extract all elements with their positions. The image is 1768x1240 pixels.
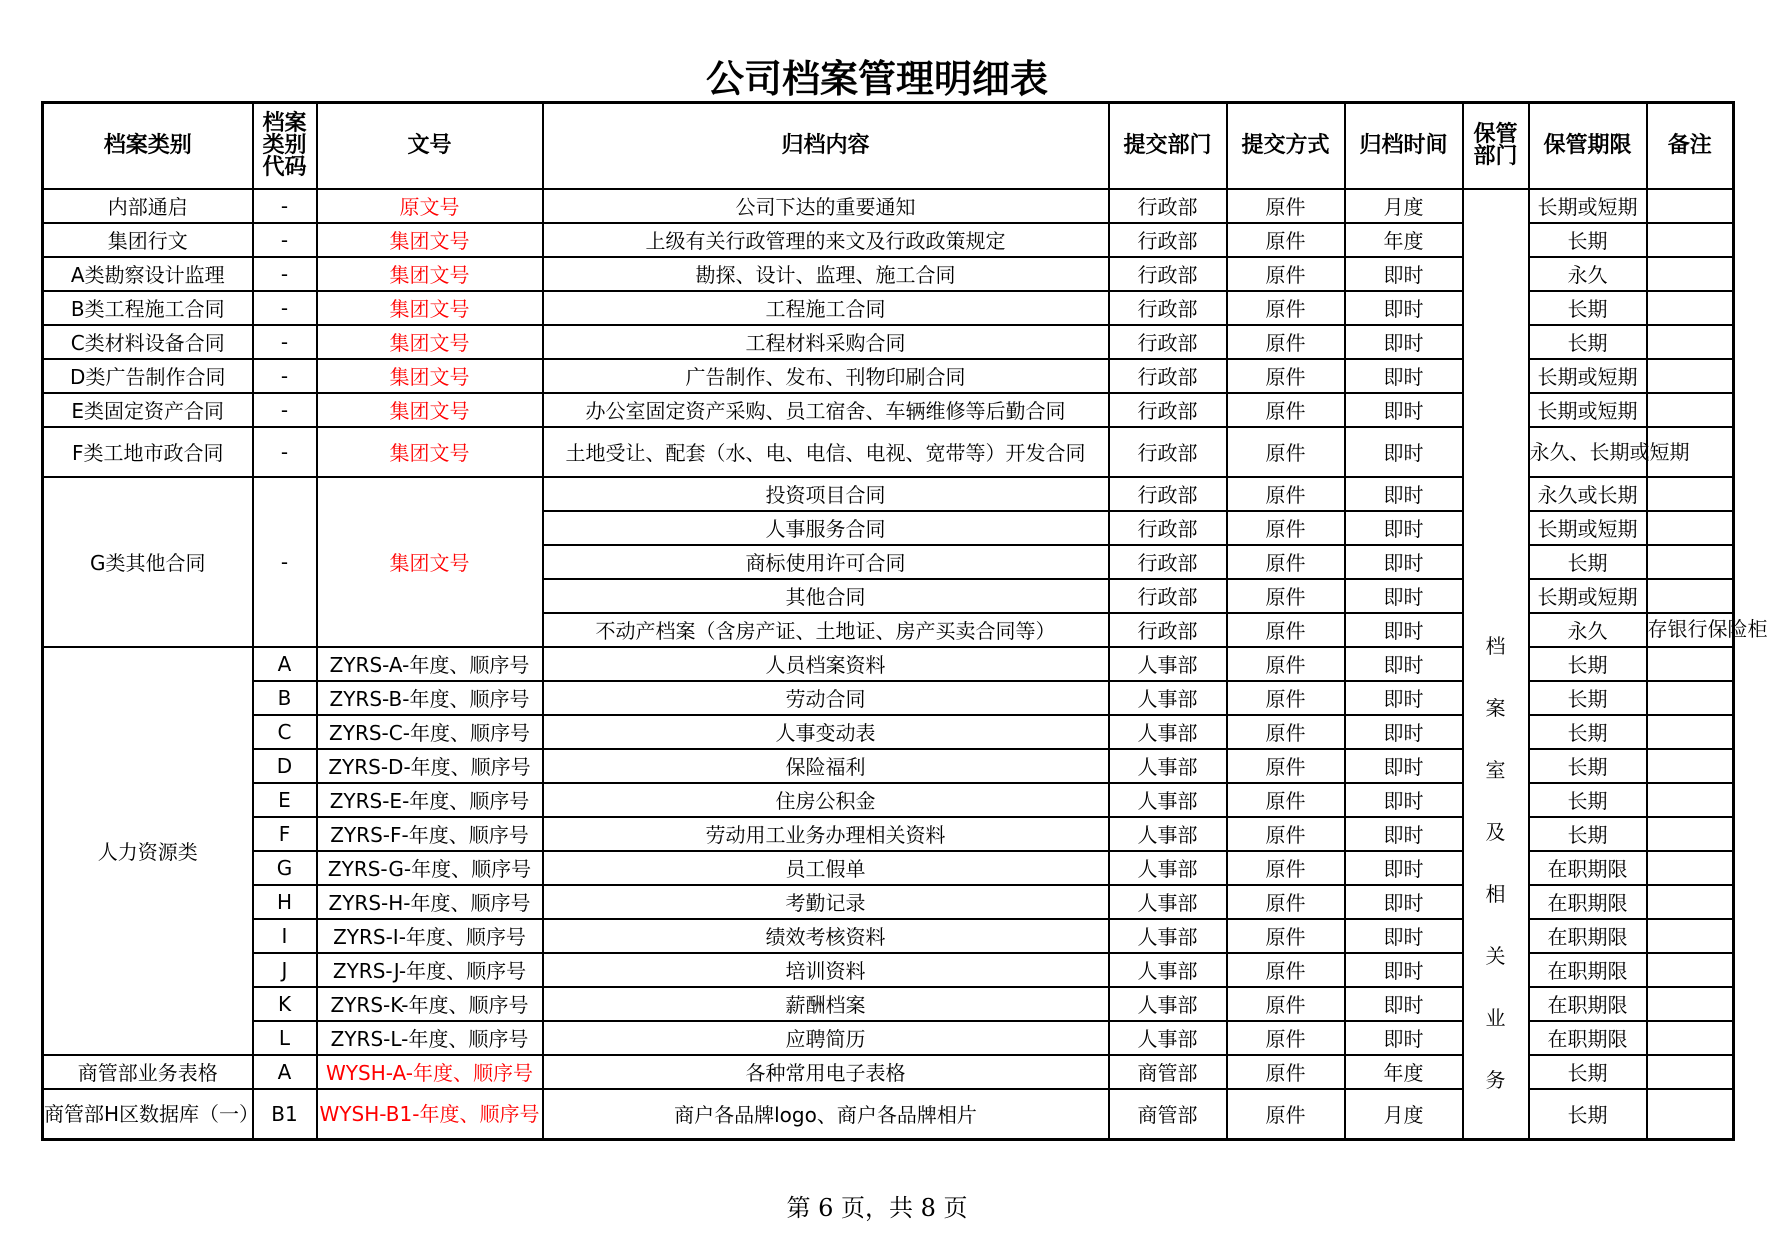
cell-doc-no: ZYRS-K-年度、顺序号 <box>317 987 543 1021</box>
cell-remark <box>1647 1055 1734 1089</box>
cell-content: 工程材料采购合同 <box>543 325 1109 359</box>
header-submit-method: 提交方式 <box>1227 103 1345 189</box>
cell-remark <box>1647 393 1734 427</box>
cell-time: 即时 <box>1345 291 1463 325</box>
cell-time: 即时 <box>1345 477 1463 511</box>
cell-method: 原件 <box>1227 783 1345 817</box>
cell-remark <box>1647 681 1734 715</box>
cell-method: 原件 <box>1227 953 1345 987</box>
cell-content: 劳动用工业务办理相关资料 <box>543 817 1109 851</box>
cell-category: 内部通启 <box>43 189 253 223</box>
cell-doc-no: 集团文号 <box>317 359 543 393</box>
cell-code: H <box>253 885 317 919</box>
page-footer: 第 6 页，共 8 页 <box>786 1194 968 1222</box>
cell-method: 原件 <box>1227 427 1345 477</box>
cell-content: 薪酬档案 <box>543 987 1109 1021</box>
table-row <box>43 189 1734 223</box>
cell-period: 长期 <box>1529 223 1647 257</box>
cell-category: C类材料设备合同 <box>43 325 253 359</box>
cell-remark <box>1647 885 1734 919</box>
cell-time: 年度 <box>1345 1055 1463 1089</box>
cell-period: 长期 <box>1529 647 1647 681</box>
cell-period: 长期 <box>1529 1089 1647 1140</box>
cell-code: E <box>253 783 317 817</box>
cell-method: 原件 <box>1227 579 1345 613</box>
cell-code: - <box>253 325 317 359</box>
header-submit-dept: 提交部门 <box>1109 103 1227 189</box>
header-keep-period: 保管期限 <box>1529 103 1647 189</box>
cell-content: 人员档案资料 <box>543 647 1109 681</box>
cell-method: 原件 <box>1227 257 1345 291</box>
cell-time: 即时 <box>1345 749 1463 783</box>
cell-remark <box>1647 647 1734 681</box>
cell-dept: 行政部 <box>1109 257 1227 291</box>
cell-time: 即时 <box>1345 817 1463 851</box>
cell-time: 即时 <box>1345 613 1463 647</box>
cell-dept: 行政部 <box>1109 223 1227 257</box>
cell-dept: 行政部 <box>1109 579 1227 613</box>
cell-dept: 行政部 <box>1109 545 1227 579</box>
cell-time: 即时 <box>1345 715 1463 749</box>
cell-content: 办公室固定资产采购、员工宿舍、车辆维修等后勤合同 <box>543 393 1109 427</box>
cell-code: A <box>253 647 317 681</box>
cell-period: 长期 <box>1529 783 1647 817</box>
cell-remark: 存银行保险柜 <box>1647 613 1734 647</box>
cell-method: 原件 <box>1227 1021 1345 1055</box>
cell-method: 原件 <box>1227 189 1345 223</box>
cell-method: 原件 <box>1227 885 1345 919</box>
cell-code: L <box>253 1021 317 1055</box>
header-category: 档案类别 <box>43 103 253 189</box>
cell-period: 永久 <box>1529 257 1647 291</box>
cell-dept: 行政部 <box>1109 393 1227 427</box>
cell-period: 长期 <box>1529 681 1647 715</box>
cell-dept: 人事部 <box>1109 919 1227 953</box>
cell-period: 长期或短期 <box>1529 359 1647 393</box>
page-title: 公司档案管理明细表 <box>705 57 1048 101</box>
cell-method: 原件 <box>1227 1089 1345 1140</box>
cell-period: 长期 <box>1529 325 1647 359</box>
cell-remark <box>1647 359 1734 393</box>
cell-remark <box>1647 783 1734 817</box>
cell-period: 在职期限 <box>1529 953 1647 987</box>
cell-method: 原件 <box>1227 817 1345 851</box>
cell-dept: 人事部 <box>1109 783 1227 817</box>
cell-time: 即时 <box>1345 579 1463 613</box>
cell-method: 原件 <box>1227 715 1345 749</box>
cell-dept: 人事部 <box>1109 851 1227 885</box>
cell-dept: 行政部 <box>1109 291 1227 325</box>
cell-content: 人事变动表 <box>543 715 1109 749</box>
cell-method: 原件 <box>1227 749 1345 783</box>
cell-method: 原件 <box>1227 1055 1345 1089</box>
cell-content: 商户各品牌logo、商户各品牌相片 <box>543 1089 1109 1140</box>
cell-category: 人力资源类 <box>43 647 253 1055</box>
cell-period: 长期或短期 <box>1529 393 1647 427</box>
cell-dept: 行政部 <box>1109 427 1227 477</box>
cell-doc-no: 集团文号 <box>317 291 543 325</box>
cell-code: D <box>253 749 317 783</box>
cell-time: 月度 <box>1345 189 1463 223</box>
cell-content: 住房公积金 <box>543 783 1109 817</box>
cell-category: G类其他合同 <box>43 477 253 647</box>
cell-doc-no: ZYRS-E-年度、顺序号 <box>317 783 543 817</box>
cell-dept: 人事部 <box>1109 647 1227 681</box>
cell-content: 绩效考核资料 <box>543 919 1109 953</box>
cell-remark <box>1647 223 1734 257</box>
cell-doc-no: ZYRS-L-年度、顺序号 <box>317 1021 543 1055</box>
cell-method: 原件 <box>1227 511 1345 545</box>
cell-period: 长期或短期 <box>1529 579 1647 613</box>
cell-method: 原件 <box>1227 223 1345 257</box>
cell-dept: 行政部 <box>1109 189 1227 223</box>
cell-method: 原件 <box>1227 987 1345 1021</box>
cell-content: 各种常用电子表格 <box>543 1055 1109 1089</box>
cell-category: 商管部H区数据库（一） <box>43 1089 253 1140</box>
cell-code: - <box>253 427 317 477</box>
cell-content: 员工假单 <box>543 851 1109 885</box>
cell-period: 在职期限 <box>1529 885 1647 919</box>
cell-dept: 人事部 <box>1109 953 1227 987</box>
cell-period: 永久、长期或短期 <box>1529 427 1647 477</box>
cell-period: 长期或短期 <box>1529 189 1647 223</box>
cell-content: 公司下达的重要通知 <box>543 189 1109 223</box>
cell-doc-no: ZYRS-F-年度、顺序号 <box>317 817 543 851</box>
cell-period: 长期 <box>1529 817 1647 851</box>
cell-doc-no: ZYRS-C-年度、顺序号 <box>317 715 543 749</box>
cell-method: 原件 <box>1227 477 1345 511</box>
cell-doc-no: ZYRS-I-年度、顺序号 <box>317 919 543 953</box>
cell-time: 月度 <box>1345 1089 1463 1140</box>
cell-content: 应聘简历 <box>543 1021 1109 1055</box>
cell-code: C <box>253 715 317 749</box>
cell-code: - <box>253 189 317 223</box>
cell-doc-no: ZYRS-J-年度、顺序号 <box>317 953 543 987</box>
cell-period: 在职期限 <box>1529 987 1647 1021</box>
cell-content: 培训资料 <box>543 953 1109 987</box>
cell-dept: 人事部 <box>1109 715 1227 749</box>
cell-remark <box>1647 291 1734 325</box>
cell-doc-no: WYSH-B1-年度、顺序号 <box>317 1089 543 1140</box>
cell-time: 即时 <box>1345 545 1463 579</box>
cell-period: 在职期限 <box>1529 851 1647 885</box>
cell-doc-no: ZYRS-D-年度、顺序号 <box>317 749 543 783</box>
header-code: 档案类别代码 <box>253 103 317 189</box>
archive-table <box>41 101 1768 1141</box>
cell-time: 即时 <box>1345 511 1463 545</box>
cell-remark <box>1647 511 1734 545</box>
cell-doc-no: ZYRS-B-年度、顺序号 <box>317 681 543 715</box>
cell-dept: 人事部 <box>1109 681 1227 715</box>
cell-code: - <box>253 291 317 325</box>
cell-method: 原件 <box>1227 919 1345 953</box>
cell-doc-no: WYSH-A-年度、顺序号 <box>317 1055 543 1089</box>
cell-content: 考勤记录 <box>543 885 1109 919</box>
cell-time: 即时 <box>1345 987 1463 1021</box>
cell-period: 长期 <box>1529 715 1647 749</box>
cell-time: 即时 <box>1345 851 1463 885</box>
cell-dept: 行政部 <box>1109 359 1227 393</box>
cell-period: 在职期限 <box>1529 1021 1647 1055</box>
cell-method: 原件 <box>1227 851 1345 885</box>
header-row <box>43 103 1734 189</box>
cell-dept: 人事部 <box>1109 987 1227 1021</box>
cell-time: 即时 <box>1345 953 1463 987</box>
cell-period: 永久 <box>1529 613 1647 647</box>
cell-method: 原件 <box>1227 647 1345 681</box>
cell-content: 投资项目合同 <box>543 477 1109 511</box>
cell-method: 原件 <box>1227 291 1345 325</box>
cell-doc-no: 集团文号 <box>317 393 543 427</box>
cell-period: 长期 <box>1529 291 1647 325</box>
cell-period: 长期 <box>1529 1055 1647 1089</box>
cell-period: 长期 <box>1529 749 1647 783</box>
cell-remark <box>1647 715 1734 749</box>
cell-method: 原件 <box>1227 681 1345 715</box>
cell-content: 商标使用许可合同 <box>543 545 1109 579</box>
cell-code: G <box>253 851 317 885</box>
cell-time: 即时 <box>1345 681 1463 715</box>
cell-remark <box>1647 579 1734 613</box>
cell-category: F类工地市政合同 <box>43 427 253 477</box>
cell-doc-no: 原文号 <box>317 189 543 223</box>
cell-period: 永久或长期 <box>1529 477 1647 511</box>
cell-doc-no: 集团文号 <box>317 427 543 477</box>
cell-category: A类勘察设计监理 <box>43 257 253 291</box>
cell-dept: 行政部 <box>1109 613 1227 647</box>
cell-content: 不动产档案（含房产证、土地证、房产买卖合同等） <box>543 613 1109 647</box>
cell-category: 商管部业务表格 <box>43 1055 253 1089</box>
cell-remark <box>1647 545 1734 579</box>
cell-remark <box>1647 1021 1734 1055</box>
cell-content: 上级有关行政管理的来文及行政政策规定 <box>543 223 1109 257</box>
cell-time: 即时 <box>1345 1021 1463 1055</box>
cell-doc-no: 集团文号 <box>317 325 543 359</box>
header-doc-no: 文号 <box>317 103 543 189</box>
cell-time: 即时 <box>1345 257 1463 291</box>
cell-period: 长期或短期 <box>1529 511 1647 545</box>
cell-remark <box>1647 953 1734 987</box>
cell-time: 年度 <box>1345 223 1463 257</box>
cell-dept: 人事部 <box>1109 749 1227 783</box>
cell-code: - <box>253 477 317 647</box>
cell-remark <box>1647 325 1734 359</box>
cell-remark <box>1647 749 1734 783</box>
cell-code: - <box>253 393 317 427</box>
cell-dept: 行政部 <box>1109 477 1227 511</box>
cell-remark <box>1647 477 1734 511</box>
cell-code: - <box>253 359 317 393</box>
cell-remark <box>1647 919 1734 953</box>
cell-time: 即时 <box>1345 393 1463 427</box>
cell-time: 即时 <box>1345 919 1463 953</box>
cell-time: 即时 <box>1345 885 1463 919</box>
cell-code: J <box>253 953 317 987</box>
cell-remark <box>1647 257 1734 291</box>
cell-time: 即时 <box>1345 783 1463 817</box>
cell-remark <box>1647 987 1734 1021</box>
cell-dept: 商管部 <box>1109 1055 1227 1089</box>
cell-content: 工程施工合同 <box>543 291 1109 325</box>
cell-code: I <box>253 919 317 953</box>
cell-method: 原件 <box>1227 359 1345 393</box>
cell-code: F <box>253 817 317 851</box>
cell-doc-no: 集团文号 <box>317 477 543 647</box>
cell-remark <box>1647 189 1734 223</box>
cell-doc-no: 集团文号 <box>317 257 543 291</box>
keep-dept-vertical-text: 档 案 室 及 相 关 业 务 <box>1485 633 1506 1092</box>
cell-period: 在职期限 <box>1529 919 1647 953</box>
cell-code: - <box>253 257 317 291</box>
cell-category: E类固定资产合同 <box>43 393 253 427</box>
cell-time: 即时 <box>1345 647 1463 681</box>
header-content: 归档内容 <box>543 103 1109 189</box>
cell-code: A <box>253 1055 317 1089</box>
cell-content: 广告制作、发布、刊物印刷合同 <box>543 359 1109 393</box>
cell-doc-no: ZYRS-G-年度、顺序号 <box>317 851 543 885</box>
cell-dept: 人事部 <box>1109 885 1227 919</box>
cell-remark <box>1647 817 1734 851</box>
cell-content: 保险福利 <box>543 749 1109 783</box>
cell-dept: 人事部 <box>1109 1021 1227 1055</box>
cell-doc-no: ZYRS-H-年度、顺序号 <box>317 885 543 919</box>
cell-content: 其他合同 <box>543 579 1109 613</box>
cell-method: 原件 <box>1227 325 1345 359</box>
cell-keep-dept <box>1463 189 1529 1140</box>
cell-doc-no: 集团文号 <box>317 223 543 257</box>
cell-content: 勘探、设计、监理、施工合同 <box>543 257 1109 291</box>
cell-time: 即时 <box>1345 359 1463 393</box>
cell-dept: 行政部 <box>1109 511 1227 545</box>
cell-category: D类广告制作合同 <box>43 359 253 393</box>
cell-time: 即时 <box>1345 325 1463 359</box>
cell-content: 劳动合同 <box>543 681 1109 715</box>
cell-period: 长期 <box>1529 545 1647 579</box>
cell-method: 原件 <box>1227 393 1345 427</box>
cell-remark <box>1647 851 1734 885</box>
cell-code: B1 <box>253 1089 317 1140</box>
cell-category: 集团行文 <box>43 223 253 257</box>
cell-content: 人事服务合同 <box>543 511 1109 545</box>
header-keep-dept: 保管部门 <box>1463 103 1529 189</box>
cell-dept: 商管部 <box>1109 1089 1227 1140</box>
cell-doc-no: ZYRS-A-年度、顺序号 <box>317 647 543 681</box>
cell-code: K <box>253 987 317 1021</box>
cell-method: 原件 <box>1227 545 1345 579</box>
cell-dept: 人事部 <box>1109 817 1227 851</box>
cell-code: - <box>253 223 317 257</box>
cell-content: 土地受让、配套（水、电、电信、电视、宽带等）开发合同 <box>543 427 1109 477</box>
cell-remark <box>1647 1089 1734 1140</box>
cell-method: 原件 <box>1227 613 1345 647</box>
cell-dept: 行政部 <box>1109 325 1227 359</box>
cell-time: 即时 <box>1345 427 1463 477</box>
header-remark: 备注 <box>1647 103 1734 189</box>
cell-code: B <box>253 681 317 715</box>
cell-category: B类工程施工合同 <box>43 291 253 325</box>
header-archive-time: 归档时间 <box>1345 103 1463 189</box>
